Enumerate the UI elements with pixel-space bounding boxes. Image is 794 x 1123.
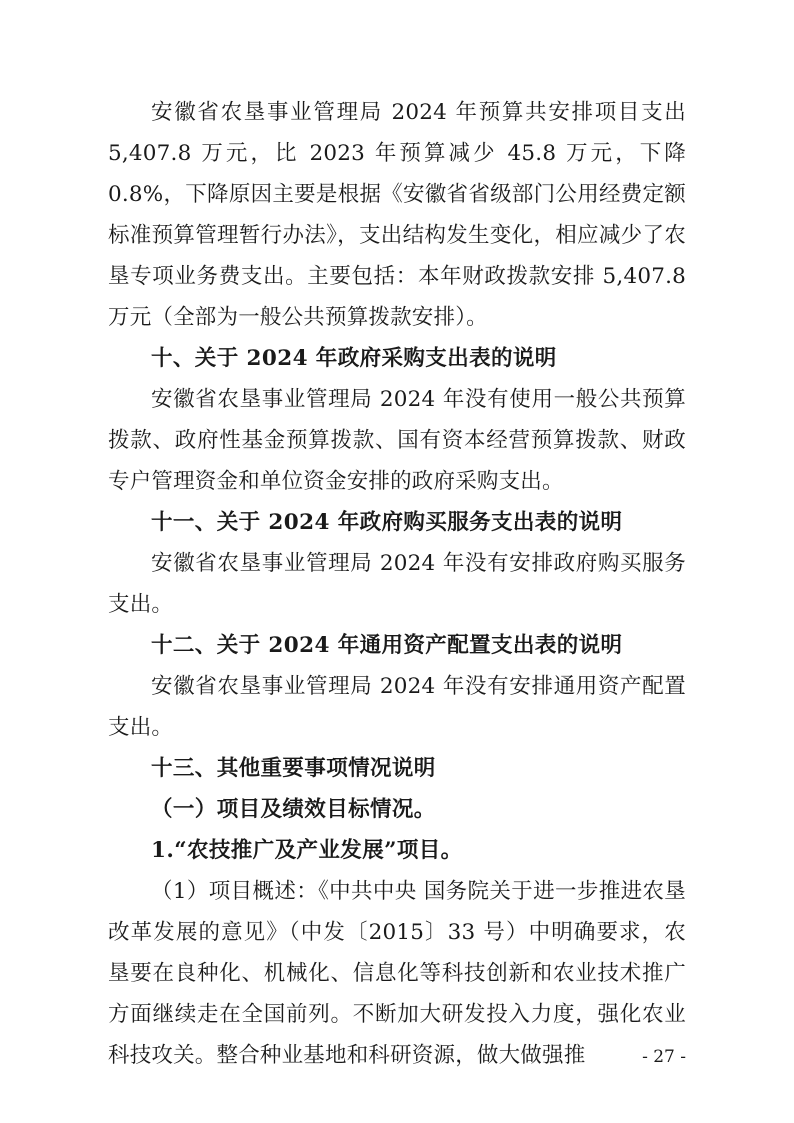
paragraph-project-1-overview: （1）项目概述：《中共中央 国务院关于进一步推进农垦改革发展的意见》（中发〔2015〕33 号）中明确要求，农垦要在良种化、机械化、信息化等科技创新和农业技术推广方面继续走在全国前列。不断加大研发投入力度，强化农业科技攻关。整合种业基地和科研资源，做大做强推 [108,879,686,1068]
heading-section-12: 十二、关于 2024 年通用资产配置支出表的说明 [151,633,623,658]
heading-section-13: 十三、其他重要事项情况说明 [151,756,436,781]
heading-section-11: 十一、关于 2024 年政府购买服务支出表的说明 [151,510,623,535]
heading-section-13-1: （一）项目及绩效目标情况。 [151,797,436,822]
paragraph-budget-summary: 安徽省农垦事业管理局 2024 年预算共安排项目支出 5,407.8 万元，比 2023 年预算减少 45.8 万元，下降 0.8%，下降原因主要是根据《安徽省省级部门公用经费定额标准预算管理暂行办法》，支出结构发生变化，相应减少了农垦专项业务费支出。主要包括：本年财政拨款安排 5,407.8 万元（全部为一般公共预算拨款安排）。 [108,100,686,330]
paragraph-section-10: 安徽省农垦事业管理局 2024 年没有使用一般公共预算拨款、政府性基金预算拨款、国有资本经营预算拨款、财政专户管理资金和单位资金安排的政府采购支出。 [108,387,686,494]
heading-section-10: 十、关于 2024 年政府采购支出表的说明 [151,346,557,371]
paragraph-section-12: 安徽省农垦事业管理局 2024 年没有安排通用资产配置支出。 [108,674,686,740]
heading-project-1: 1.“农技推广及产业发展”项目。 [151,838,463,863]
document-body [108,92,686,1076]
paragraph-section-11: 安徽省农垦事业管理局 2024 年没有安排政府购买服务支出。 [108,551,686,617]
page-number: - 27 - [642,1047,686,1067]
